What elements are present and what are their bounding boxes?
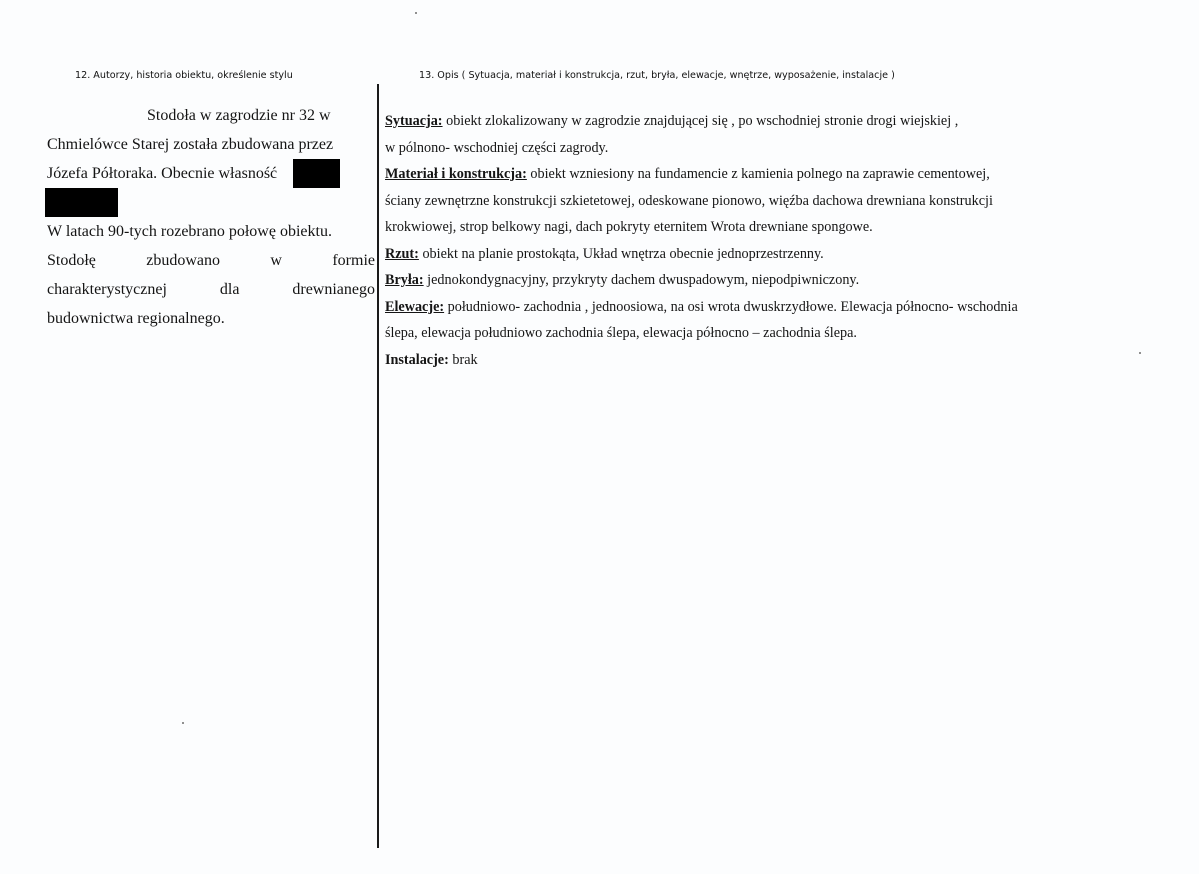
sytuacja-label: Sytuacja: [385, 113, 443, 129]
redaction-box [293, 159, 340, 188]
elewacje-line: ślepa, elewacja południowo zachodnia ślepa, elewacja północno – zachodnia ślepa. [385, 325, 857, 341]
elewacje-text: południowo- zachodnia , jednoosiowa, na osi wrota dwuskrzydłowe. Elewacja północno- wschodnia [444, 298, 1018, 315]
word: dla [219, 281, 240, 298]
history-line: Chmielówce Starej została zbudowana przez [47, 136, 334, 153]
history-line: Stodoła w zagrodzie nr 32 w [147, 107, 331, 124]
material-line: krokwiowej, strop belkowy nagi, dach pokryty eternitem Wrota drewniane spongowe. [385, 219, 873, 235]
word: zbudowano [146, 252, 221, 269]
elewacje-label: Elewacje: [385, 298, 445, 315]
material-line: ściany zewnętrzne konstrukcji szkietetowej, odeskowane pionowo, więźba dachowa drewniana konstrukcji [385, 192, 993, 209]
sytuacja-line [385, 108, 1185, 135]
instalacje-text: brak [448, 351, 478, 368]
history-line [47, 159, 375, 188]
instalacje-label: Instalacje: [385, 351, 449, 368]
history-text [47, 101, 375, 333]
material-text: obiekt wzniesiony na fundamencie z kamienia polnego na zaprawie cementowej, [526, 166, 990, 182]
word: formie [332, 252, 375, 269]
bryla-label: Bryła: [385, 272, 424, 288]
history-line-text: Józefa Półtoraka. Obecnie własność [47, 165, 278, 182]
material-label: Materiał i konstrukcja: [385, 166, 527, 182]
word: w [270, 252, 282, 269]
elewacje-line [385, 294, 1185, 321]
column-divider [377, 84, 379, 848]
redacted-line [47, 188, 375, 217]
instalacje-line [385, 347, 1185, 374]
sytuacja-text: obiekt zlokalizowany w zagrodzie znajdującej się , po wschodniej stronie drogi wiejskiej , [442, 113, 959, 129]
rzut-label: Rzut: [385, 245, 419, 262]
redaction-box [45, 188, 118, 217]
bryla-text: jednokondygnacyjny, przykryty dachem dwuspadowym, niepodpiwniczony. [423, 272, 860, 288]
history-line: budownictwa regionalnego. [47, 310, 225, 327]
rzut-line [385, 241, 1185, 268]
scan-speck [182, 722, 184, 724]
right-column-heading: 13. Opis ( Sytuacja, materiał i konstrukcja, rzut, bryła, elewacje, wnętrze, wyposażenie, instalacje ) [419, 70, 895, 81]
history-line-justified [47, 246, 375, 275]
bryla-line [385, 267, 1185, 294]
sytuacja-line: w pólnono- wschodniej części zagrody. [385, 139, 609, 156]
material-line [385, 161, 1185, 188]
word: Stodołę [47, 252, 96, 269]
scan-speck [415, 12, 417, 14]
left-column-heading: 12. Autorzy, historia obiektu, określenie stylu [75, 70, 293, 81]
history-line: W latach 90-tych rozebrano połowę obiektu. [47, 223, 332, 240]
description-text [385, 108, 1185, 373]
word: drewnianego [292, 281, 375, 298]
rzut-text: obiekt na planie prostokąta, Układ wnętrza obecnie jednoprzestrzenny. [418, 245, 824, 262]
word: charakterystycznej [47, 281, 167, 298]
history-line-justified [47, 275, 375, 304]
